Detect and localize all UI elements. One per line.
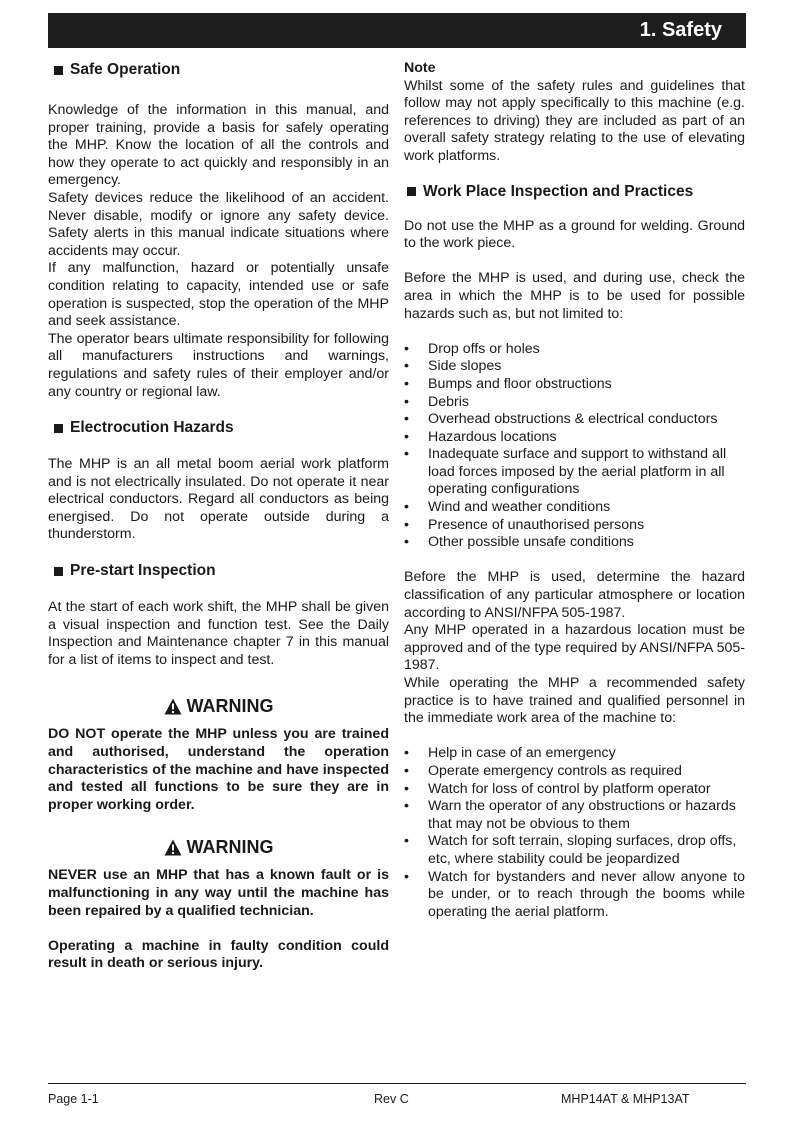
paragraph: The operator bears ultimate responsibility for following all manufacturers instructions and warnings, regulations and safety rules of their employer and/or any country or regional law. (48, 330, 389, 400)
list-item: • Other possible unsafe conditions (404, 534, 745, 552)
warning-text: Operating a machine in faulty condition could result in death or serious injury. (48, 937, 389, 972)
list-item: • Warn the operator of any obstructions or hazards that may not be obvious to them (404, 798, 745, 833)
paragraph: Before the MHP is used, and during use, check the area in which the MHP is to be used for possible hazards such as, but not limited to: (404, 270, 745, 322)
square-bullet-icon (407, 187, 416, 196)
footer-revision: Rev C (374, 1092, 409, 1106)
warning-triangle-icon (164, 839, 182, 856)
warning-heading: WARNING (48, 836, 389, 858)
paragraph: Safety devices reduce the likelihood of an accident. Never disable, modify or ignore any safety device. Safety alerts in this manual indicate situations where accidents may occur. (48, 189, 389, 259)
section-heading-safe-operation: Safe Operation (48, 60, 389, 80)
footer-rule (48, 1083, 746, 1084)
list-item: • Operate emergency controls as required (404, 763, 745, 781)
paragraph: Knowledge of the information in this manual, and proper training, provide a basis for safely operating the MHP. Know the location of all the controls and how they operate to act quickly and responsibly in an emergency. (48, 102, 389, 189)
square-bullet-icon (54, 424, 63, 433)
list-item: • Presence of unauthorised persons (404, 517, 745, 535)
chapter-title: 1. Safety (639, 19, 722, 41)
list-item: • Hazardous locations (404, 429, 745, 447)
list-item: • Wind and weather conditions (404, 499, 745, 517)
chapter-header-bar (48, 13, 746, 48)
footer-page-number: Page 1-1 (48, 1092, 99, 1106)
list-item: • Overhead obstructions & electrical conductors (404, 411, 745, 429)
note-text: Whilst some of the safety rules and guidelines that follow may not apply specifically to this machine (e.g. references to driving) they are included as part of an overall safety strategy relating to the use of elevating work platforms. (404, 77, 745, 164)
list-item: • Debris (404, 394, 745, 412)
paragraph: While operating the MHP a recommended safety practice is to have trained and qualified personnel in the immediate work area of the machine to: (404, 675, 745, 727)
list-item: • Drop offs or holes (404, 341, 745, 359)
list-item: • Help in case of an emergency (404, 745, 745, 763)
warning-triangle-icon (164, 698, 182, 715)
section-heading-electrocution: Electrocution Hazards (48, 418, 389, 438)
square-bullet-icon (54, 567, 63, 576)
section-heading-prestart: Pre-start Inspection (48, 561, 389, 581)
paragraph: At the start of each work shift, the MHP shall be given a visual inspection and function test. See the Daily Inspection and Maintenance chapter 7 in this manual for a list of items to inspect and test. (48, 599, 389, 668)
warning-heading: WARNING (48, 695, 389, 717)
footer-model: MHP14AT & MHP13AT (561, 1092, 690, 1106)
warning-text: DO NOT operate the MHP unless you are trained and authorised, understand the operation characteristics of the machine and have inspected and tested all functions to be sure they are in proper working order. (48, 726, 389, 813)
right-column (404, 60, 745, 921)
list-item: • Watch for bystanders and never allow anyone to be under, or to reach through the booms while operating the aerial platform. (404, 869, 745, 922)
paragraph: Any MHP operated in a hazardous location must be approved and of the type required by ANSI/NFPA 505-1987. (404, 622, 745, 674)
list-item: • Side slopes (404, 358, 745, 376)
paragraph: The MHP is an all metal boom aerial work platform and is not electrically insulated. Do not operate it near electrical conductors. Regard all conductors as being energised. Do not operate outside during a thunderstorm. (48, 456, 389, 543)
warning-text: NEVER use an MHP that has a known fault or is malfunctioning in any way until the machine has been repaired by a qualified technician. (48, 867, 389, 919)
square-bullet-icon (54, 66, 63, 75)
list-item: • Inadequate surface and support to withstand all load forces imposed by the aerial platform in all operating configurations (404, 446, 745, 499)
paragraph: Do not use the MHP as a ground for welding. Ground to the work piece. (404, 217, 745, 252)
paragraph: If any malfunction, hazard or potentially unsafe condition relating to capacity, intended use or safe operation is suspected, stop the operation of the MHP and seek assistance. (48, 260, 389, 330)
paragraph: Before the MHP is used, determine the hazard classification of any particular atmosphere or location according to ANSI/NFPA 505-1987. (404, 569, 745, 621)
left-column (48, 60, 389, 973)
note-title: Note (404, 60, 436, 76)
list-item: • Watch for loss of control by platform operator (404, 781, 745, 799)
list-item: • Bumps and floor obstructions (404, 376, 745, 394)
hazard-list (404, 341, 745, 552)
duty-list (404, 745, 745, 921)
list-item: • Watch for soft terrain, sloping surfaces, drop offs, etc, where stability could be jeopardized (404, 833, 745, 868)
section-heading-workplace: Work Place Inspection and Practices (404, 182, 745, 202)
